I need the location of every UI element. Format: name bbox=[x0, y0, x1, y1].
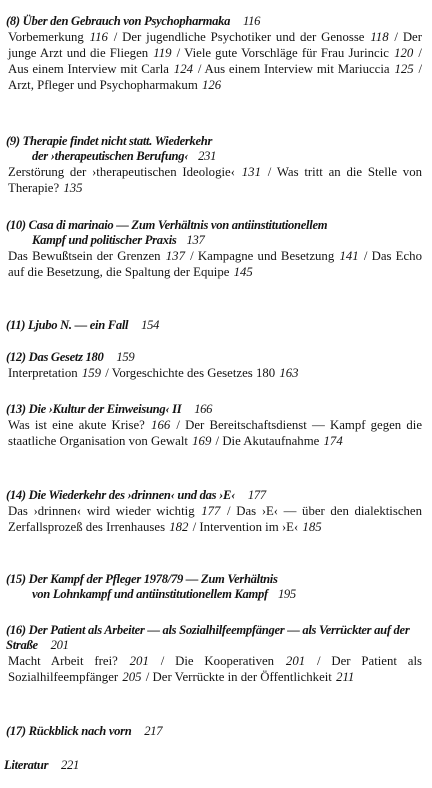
entry-page: 182 bbox=[169, 520, 189, 534]
toc-section-13 bbox=[0, 402, 432, 449]
entry-page: 124 bbox=[173, 62, 193, 76]
section-page: 166 bbox=[194, 402, 213, 416]
section-heading bbox=[6, 134, 422, 164]
section-heading bbox=[6, 14, 422, 29]
section-page: 231 bbox=[198, 149, 217, 163]
section-title: Casa di marinaio — Zum Verhältnis von antiinstitutionellem bbox=[28, 218, 328, 232]
section-title: Ljubo N. — ein Fall bbox=[27, 318, 129, 332]
entry-page: 131 bbox=[241, 165, 261, 179]
section-page: 154 bbox=[141, 318, 160, 332]
section-number: (17) bbox=[6, 724, 26, 738]
entry-title: Der Bereitschaftsdienst — Kampf gegen die staatliche Organisation von Gewalt bbox=[8, 418, 422, 448]
section-heading bbox=[4, 758, 422, 773]
section-heading bbox=[6, 318, 422, 333]
entry-page: 135 bbox=[63, 181, 83, 195]
entry-title: Arzt, Pfleger und Psychopharmakum bbox=[8, 78, 198, 92]
entry-title: Aus einem Interview mit Carla bbox=[8, 62, 169, 76]
section-title: Therapie findet nicht statt. Wiederkehr bbox=[22, 134, 213, 148]
section-heading bbox=[6, 623, 422, 653]
entry-title: Die Akutaufnahme bbox=[222, 434, 320, 448]
section-heading bbox=[6, 488, 422, 503]
entry-title: Interpretation bbox=[8, 366, 78, 380]
toc-section-17 bbox=[0, 724, 432, 739]
entry-page: 177 bbox=[201, 504, 221, 518]
entry-title: Kampagne und Besetzung bbox=[197, 249, 335, 263]
toc-section-8 bbox=[0, 14, 432, 93]
entry-title: Vorgeschichte des Gesetzes 180 bbox=[111, 366, 276, 380]
toc-section-15 bbox=[0, 572, 432, 602]
literatur-page: 221 bbox=[61, 758, 80, 772]
entry-page: 185 bbox=[302, 520, 322, 534]
section-number: (8) bbox=[6, 14, 20, 28]
toc-section-10 bbox=[0, 218, 432, 280]
entry-title: Das ›E‹ — über den dialektischen Zerfallsprozeß des Irrenhauses bbox=[8, 504, 422, 534]
entry-page: 126 bbox=[201, 78, 222, 92]
entry-page: 174 bbox=[323, 434, 343, 448]
entry-page: 120 bbox=[394, 46, 414, 60]
section-number: (13) bbox=[6, 402, 26, 416]
section-title: Die ›Kultur der Einweisung‹ II bbox=[28, 402, 182, 416]
section-heading bbox=[6, 572, 422, 602]
entry-page: 125 bbox=[394, 62, 414, 76]
entry-title: Der junge Arzt und die Fliegen bbox=[8, 30, 422, 60]
section-title: Rückblick nach vorn bbox=[28, 724, 132, 738]
section-title: Der Kampf der Pfleger 1978/79 — Zum Verhältnis bbox=[28, 572, 278, 586]
section-number: (16) bbox=[6, 623, 26, 637]
section-page: 137 bbox=[186, 233, 205, 247]
section-entries: Das ›drinnen‹ wird wieder wichtig 177 / Das ›E‹ — über den dialektischen Zerfallsprozeß des Irrenhauses 182 / Intervention im ›E‹ 185 bbox=[8, 504, 422, 534]
section-page: 217 bbox=[144, 724, 163, 738]
toc-section-9 bbox=[0, 134, 432, 196]
section-title-line2: der ›therapeutischen Berufung‹ bbox=[32, 149, 189, 163]
section-page: 116 bbox=[243, 14, 261, 28]
entry-title: Die Kooperativen bbox=[175, 654, 275, 668]
section-title: Der Patient als Arbeiter — als Sozialhilfeempfänger — als Verrückter auf der Straße bbox=[6, 623, 410, 652]
section-number: (9) bbox=[6, 134, 20, 148]
entry-title: Der Verrückte in der Öffentlichkeit bbox=[152, 670, 332, 684]
section-number: (15) bbox=[6, 572, 26, 586]
section-page: 177 bbox=[247, 488, 266, 502]
entry-title: Was tritt an die Stelle von Therapie? bbox=[8, 165, 422, 195]
section-title-line2: von Lohnkampf und antiinstitutionellem Kampf bbox=[32, 587, 268, 601]
entry-title: Das Bewußtsein der Grenzen bbox=[8, 249, 161, 263]
entry-page: 137 bbox=[165, 249, 185, 263]
entry-title: Das ›drinnen‹ wird wieder wichtig bbox=[8, 504, 195, 518]
entry-page: 205 bbox=[122, 670, 142, 684]
entry-title: Viele gute Vorschläge für Frau Jurincic bbox=[184, 46, 389, 60]
section-page: 195 bbox=[277, 587, 296, 601]
section-title: Über den Gebrauch von Psychopharmaka bbox=[22, 14, 231, 28]
toc-section-12 bbox=[0, 350, 432, 381]
section-title: Das Gesetz 180 bbox=[28, 350, 104, 364]
entry-page: 201 bbox=[285, 654, 306, 668]
toc-section-14 bbox=[0, 488, 432, 535]
entry-page: 166 bbox=[151, 418, 171, 432]
section-number: (12) bbox=[6, 350, 26, 364]
section-page: 159 bbox=[116, 350, 135, 364]
entry-title: Vorbemerkung bbox=[8, 30, 84, 44]
entry-title: Das Echo auf die Besetzung, die Spaltung der Equipe bbox=[8, 249, 422, 279]
entry-title: Der Patient als Sozialhilfeempfänger bbox=[8, 654, 422, 684]
entry-page: 145 bbox=[233, 265, 253, 279]
toc-section-11 bbox=[0, 318, 432, 333]
section-number: (14) bbox=[6, 488, 26, 502]
section-entries: Zerstörung der ›therapeutischen Ideologie‹ 131 / Was tritt an die Stelle von Therapie? 135 bbox=[8, 165, 422, 195]
section-heading bbox=[6, 218, 422, 248]
section-heading bbox=[6, 402, 422, 417]
section-entries: Vorbemerkung 116 / Der jugendliche Psychotiker und der Genosse 118 / Der junge Arzt und die Fliegen 119 / Viele gute Vorschläge für Frau Jurincic 120 / Aus einem Interview mit Carla 124 / Aus einem Interview mit Mariuccia 125 / Arzt, Pfleger und Psychopharmakum 126 bbox=[8, 30, 423, 92]
entry-page: 141 bbox=[339, 249, 359, 263]
section-number: (11) bbox=[6, 318, 26, 332]
entry-page: 119 bbox=[153, 46, 172, 60]
entry-page: 163 bbox=[279, 366, 299, 380]
toc-literatur bbox=[0, 758, 432, 773]
section-heading bbox=[6, 350, 422, 365]
entry-title: Was ist eine akute Krise? bbox=[8, 418, 145, 432]
entry-page: 211 bbox=[336, 670, 355, 684]
entry-page: 116 bbox=[89, 30, 108, 44]
section-heading bbox=[6, 724, 422, 739]
entry-title: Intervention im ›E‹ bbox=[199, 520, 299, 534]
section-entries: Was ist eine akute Krise? 166 / Der Bereitschaftsdienst — Kampf gegen die staatliche Organisation von Gewalt 169 / Die Akutaufnahme 174 bbox=[8, 418, 422, 448]
literatur-title: Literatur bbox=[4, 758, 49, 772]
section-title: Die Wiederkehr des ›drinnen‹ und das ›E‹ bbox=[28, 488, 235, 502]
section-title-line2: Kampf und politischer Praxis bbox=[32, 233, 177, 247]
entry-title: Aus einem Interview mit Mariuccia bbox=[204, 62, 390, 76]
section-entries: Interpretation 159 / Vorgeschichte des Gesetzes 180 163 bbox=[8, 366, 299, 380]
section-entries: Macht Arbeit frei? 201 / Die Kooperativen 201 / Der Patient als Sozialhilfeempfänger 205 / Der Verrückte in der Öffentlichkeit 211 bbox=[8, 654, 422, 684]
section-page: 201 bbox=[50, 638, 69, 652]
entry-page: 201 bbox=[129, 654, 149, 668]
entry-page: 169 bbox=[192, 434, 212, 448]
entry-title: Macht Arbeit frei? bbox=[8, 654, 118, 668]
section-entries: Das Bewußtsein der Grenzen 137 / Kampagne und Besetzung 141 / Das Echo auf die Besetzung, die Spaltung der Equipe 145 bbox=[8, 249, 422, 279]
toc-section-16 bbox=[0, 623, 432, 685]
entry-title: Zerstörung der ›therapeutischen Ideologie‹ bbox=[8, 165, 235, 179]
entry-page: 159 bbox=[81, 366, 102, 380]
entry-title: Der jugendliche Psychotiker und der Genosse bbox=[122, 30, 365, 44]
entry-page: 118 bbox=[370, 30, 389, 44]
section-number: (10) bbox=[6, 218, 26, 232]
